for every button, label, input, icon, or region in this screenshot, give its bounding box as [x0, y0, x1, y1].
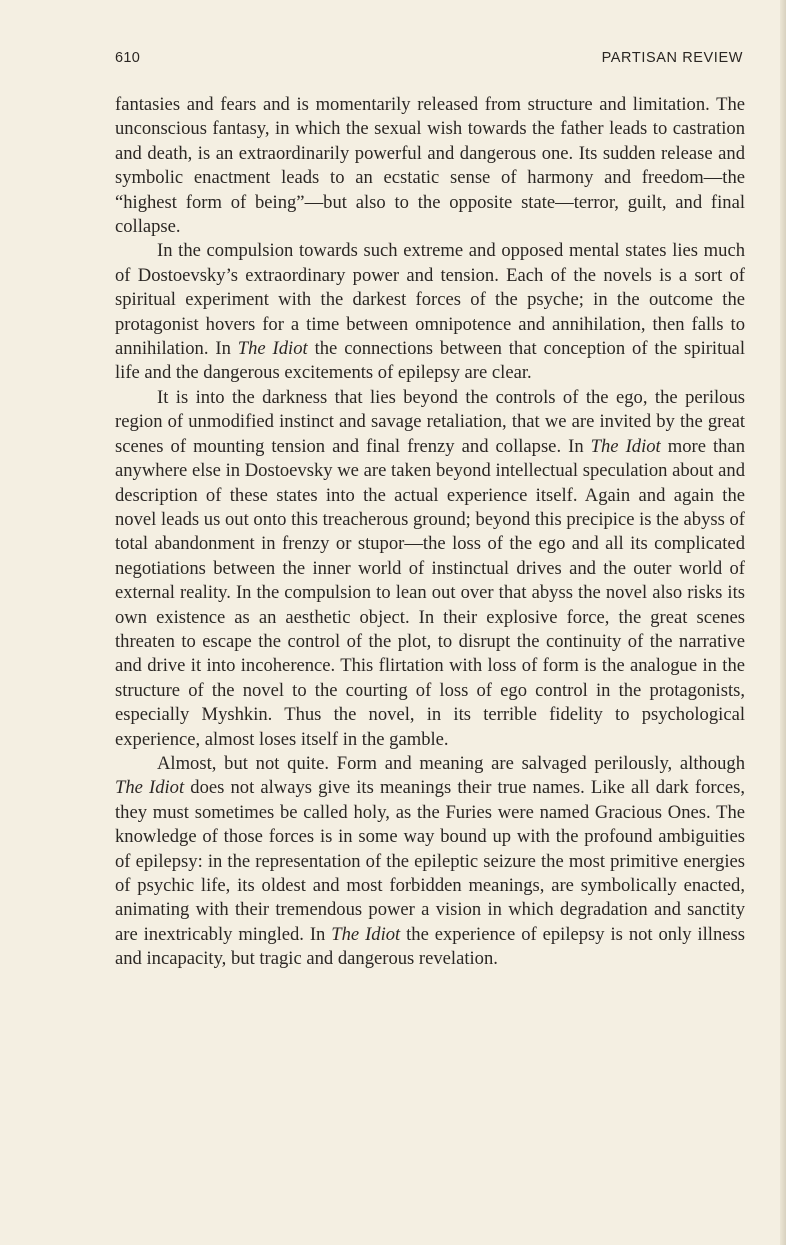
paragraph-4 [115, 752, 745, 972]
text-segment: does not always give its meanings their true names. Like all dark forces, they must sometimes be called holy, as the Furies were named Gracious Ones. The knowledge of those forces is in some way bound up with the profound ambiguities of epilepsy: in the representation of the epileptic seizure the most primitive energies of psychic life, its oldest and most forbidden meanings, are symbolically enacted, animating with their tremendous power a vision in which degradation and sanctity are inextricably mingled. In [115, 777, 745, 945]
text-segment: fantasies and fears and is momentarily released from structure and limitation. The unconscious fantasy, in which the sexual wish towards the father leads to castration and death, is an extraordinarily powerful and dangerous one. Its sudden release and symbolic enactment leads to an ecstatic sense of harmony and freedom—the “highest form of being”—but also to the opposite state—terror, guilt, and final collapse. [115, 94, 745, 238]
text-segment: In the compulsion towards such extreme and opposed mental states lies much of Dostoevsky’s extraordinary power and tension. Each of the novels is a sort of spiritual experiment with the darkest forces of the psyche; in the outcome the protagonist hovers for a time between omnipotence and annihilation, then falls to annihilation. In [115, 240, 745, 360]
paragraph-3 [115, 386, 745, 752]
body-text [115, 93, 745, 972]
book-title: The Idiot [331, 923, 401, 945]
text-segment: the connections between that conception of the spiritual life and the dangerous excitements of epilepsy are clear. [115, 338, 745, 384]
paragraph-1 [115, 93, 745, 239]
page-edge [780, 0, 786, 1245]
journal-title: PARTISAN REVIEW [601, 50, 743, 66]
paragraph-2 [115, 239, 745, 385]
text-segment: Almost, but not quite. Form and meaning are salvaged perilously, although [157, 752, 745, 774]
book-title: The Idiot [590, 435, 661, 457]
book-title: The Idiot [237, 338, 308, 360]
running-head [115, 50, 743, 74]
book-title: The Idiot [115, 777, 185, 799]
page-number: 610 [115, 50, 141, 66]
text-segment: It is into the darkness that lies beyond the controls of the ego, the perilous region of unmodified instinct and savage retaliation, that we are invited by the great scenes of mounting tension and final frenzy and collapse. In [115, 386, 745, 457]
text-segment: more than anywhere else in Dostoevsky we are taken beyond intellectual speculation about and description of these states into the actual experience itself. Again and again the novel leads us out onto this treacherous ground; beyond this precipice is the abyss of total abandonment in frenzy or stupor—the loss of the ego and all its complicated negotiations between the inner world of instinctual drives and the outer world of external reality. In the compulsion to lean out over that abyss the novel also risks its own existence as an aesthetic object. In their explosive force, the great scenes threaten to escape the control of the plot, to disrupt the continuity of the narrative and drive it into incoherence. This flirtation with loss of form is the analogue in the structure of the novel to the courting of loss of ego control in the protagonists, especially Myshkin. Thus the novel, in its terrible fidelity to psychological experience, almost loses itself in the gamble. [115, 435, 745, 750]
text-segment: the experience of epilepsy is not only illness and incapacity, but tragic and dangerous revelation. [115, 923, 745, 970]
